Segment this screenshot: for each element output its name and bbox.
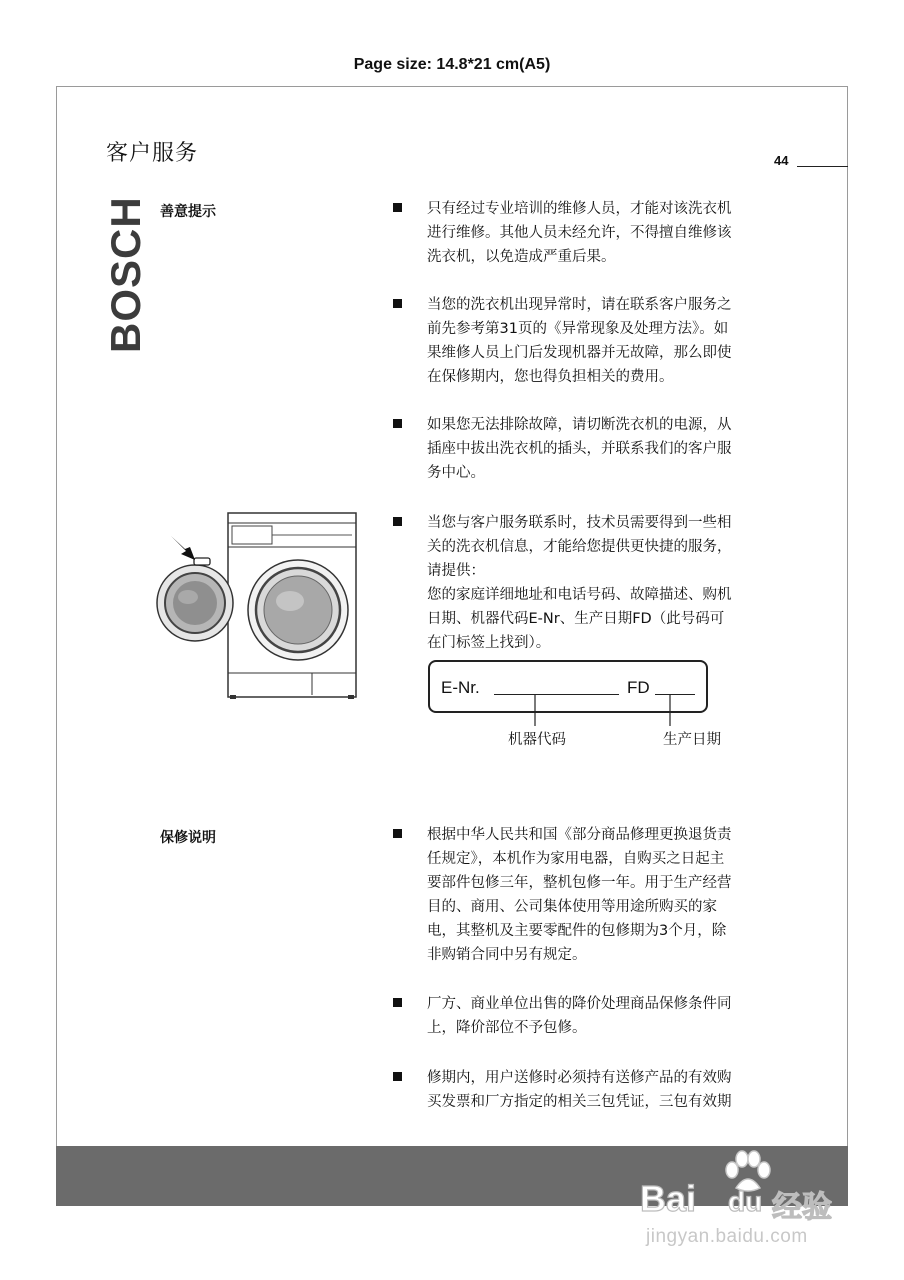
bullet-text: 修期内，用户送修时必须持有送修产品的有效购 买发票和厂方指定的相关三包凭证，三包有效期 — [427, 1070, 732, 1110]
goodwill-bullet — [393, 511, 788, 655]
bullet-text: 根据中华人民共和国《部分商品修理更换退货责 任规定》，本机作为家用电器，自购买之日起主 要部件包修三年，整机包修一年。用于生产经营 目的、商用、公司集体使用等用途所购买的家 电，其整机及主要零配件的包修期为3个月，除 非购销合同中另有规定。 — [427, 827, 732, 963]
goodwill-bullet — [393, 197, 788, 269]
watermark-url: jingyan.baidu.com — [646, 1226, 808, 1247]
warranty-bullet — [393, 1066, 788, 1114]
bullet-text: 如果您无法排除故障，请切断洗衣机的电源，从 插座中拔出洗衣机的插头，并联系我们的客户服 务中心。 — [427, 417, 732, 481]
watermark-du: du — [728, 1186, 763, 1217]
fd-caption: 生产日期 — [663, 732, 721, 748]
bullet-square — [393, 829, 402, 838]
warranty-bullet — [393, 992, 788, 1040]
goodwill-label: 善意提示 — [160, 204, 216, 220]
bullet-text: 当您与客户服务联系时，技术员需要得到一些相 关的洗衣机信息，才能给您提供更快捷的服务， 请提供： 您的家庭详细地址和电话号码、故障描述、购机 日期、机器代码E-Nr、生产日期FD（此号码可 在门标签上找到）。 — [427, 515, 732, 651]
label-callout-lines — [520, 694, 680, 730]
bullet-square — [393, 299, 402, 308]
washing-machine-illustration — [150, 505, 370, 705]
warranty-label: 保修说明 — [160, 830, 216, 846]
bullet-text: 厂方、商业单位出售的降价处理商品保修条件同 上，降价部位不予包修。 — [427, 996, 732, 1036]
bullet-square — [393, 419, 402, 428]
section-title: 客户服务 — [106, 141, 199, 166]
bullet-text: 当您的洗衣机出现异常时，请在联系客户服务之 前先参考第31页的《异常现象及处理方法》。如 果维修人员上门后发现机器并无故障，那么即使 在保修期内，您也得负担相关的费用。 — [427, 297, 732, 385]
bullet-square — [393, 203, 402, 212]
page-number: 44 — [774, 153, 789, 168]
page-number-rule — [797, 166, 848, 167]
bosch-logo: BOSCH — [102, 196, 149, 353]
bullet-square — [393, 1072, 402, 1081]
bullet-square — [393, 517, 402, 526]
bullet-square — [393, 998, 402, 1007]
fd-field-label: FD — [627, 678, 650, 697]
watermark-bai: Bai — [640, 1178, 697, 1219]
enr-caption: 机器代码 — [508, 732, 566, 748]
warranty-bullet — [393, 823, 788, 967]
bullet-text: 只有经过专业培训的维修人员，才能对该洗衣机 进行维修。其他人员未经允许，不得擅自维修该 洗衣机，以免造成严重后果。 — [427, 201, 732, 265]
page-size-note: Page size: 14.8*21 cm(A5) — [353, 56, 551, 73]
goodwill-bullet — [393, 413, 788, 485]
enr-field-label: E-Nr. — [441, 678, 480, 697]
goodwill-bullet — [393, 293, 788, 389]
baidu-watermark — [640, 1150, 850, 1270]
watermark-jingyan: 经验 — [772, 1190, 832, 1225]
